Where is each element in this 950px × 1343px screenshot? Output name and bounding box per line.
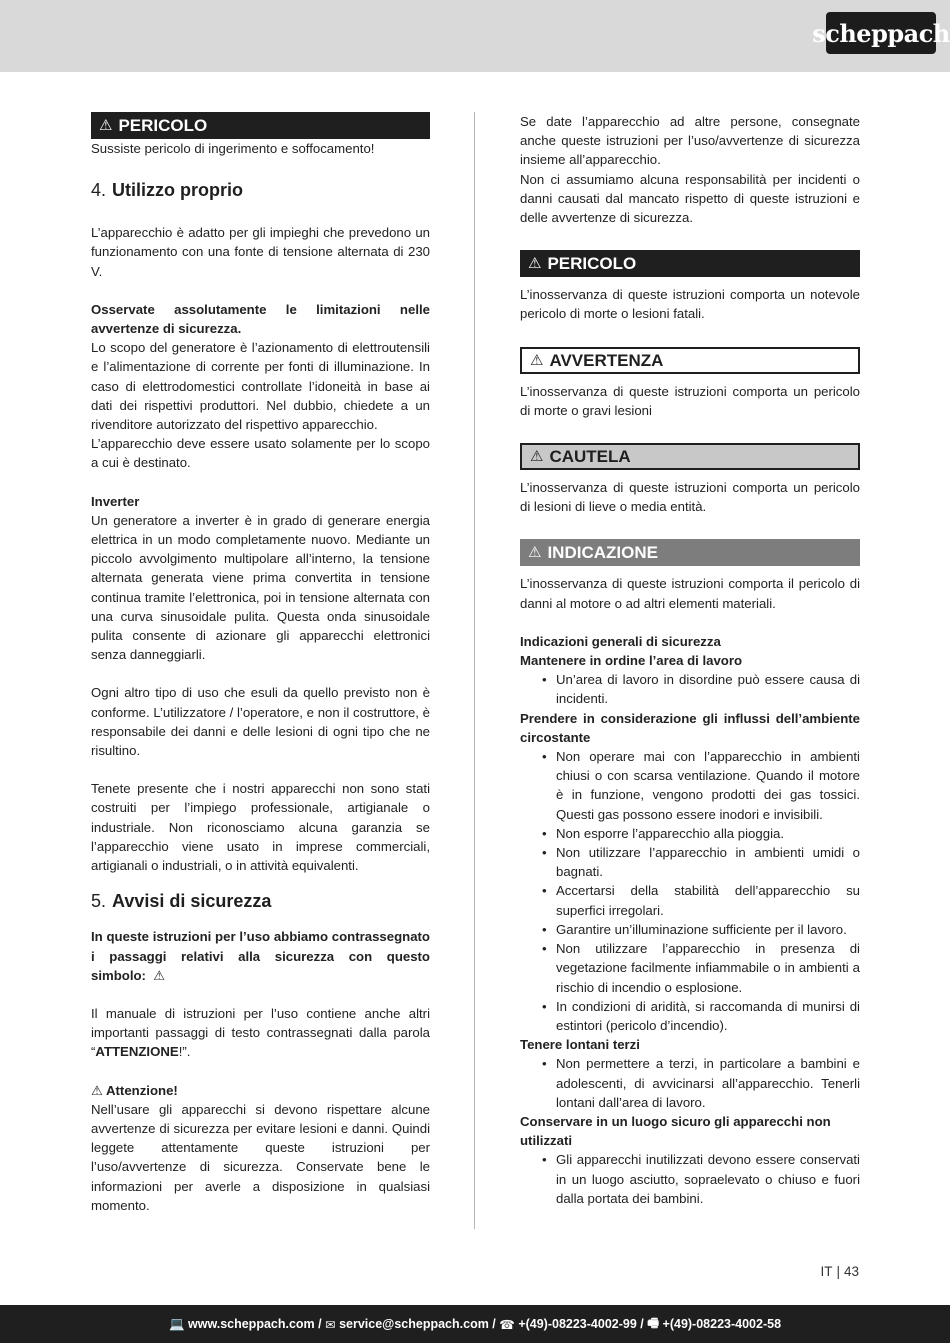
subheading: Tenere lontani terzi <box>520 1037 640 1053</box>
list-item: • Accertarsi della stabilità dell’apparecchio su superfici irregolari. <box>520 881 860 919</box>
paragraph: Un generatore a inverter è in grado di generare energia elettrica in un modo completamente nuovo. Mediante un piccolo avvolgimento multipolare all’interno, la tensione alternata generata viene prima convertita in tensione continua tramite l’elettronica, poi in tensione alternata con una curva sinusoidale pulita. Questa onda sinusoidale pulita consente di azionare gli apparecchi elettronici senza danneggiarli. <box>91 512 430 663</box>
warning-triangle-icon: ⚠ <box>153 967 166 983</box>
subheading: Prendere in considerazione gli influssi dell’ambiente circostante <box>520 710 860 745</box>
fax-number: +(49)-08223-4002-58 <box>662 1317 782 1331</box>
list-item: • In condizioni di aridità, si raccomanda di munirsi di estintori (pericolo d’incendio). <box>520 997 860 1035</box>
computer-icon: 💻 <box>168 1316 185 1331</box>
warning-triangle-icon: ⚠ <box>528 544 542 562</box>
caution-description: L’inosservanza di queste istruzioni comporta un pericolo di lesioni di lieve o media entità. <box>520 480 860 515</box>
paragraph: Il manuale di istruzioni per l’uso contiene anche altri importanti passaggi di testo contrassegnati dalla parola “ATTENZIONE!”. <box>91 1005 430 1060</box>
left-column <box>91 112 430 1215</box>
page-number: IT | 43 <box>820 1264 859 1279</box>
section-4-heading: 4. Utilizzo proprio <box>91 180 243 201</box>
list-item: • Garantire un’illuminazione sufficiente per il lavoro. <box>520 920 860 939</box>
bullet-list <box>520 747 860 1035</box>
danger-description: L’inosservanza di queste istruzioni comporta un notevole pericolo di morte o lesioni fatali. <box>520 287 860 322</box>
section-5-heading: 5. Avvisi di sicurezza <box>91 891 272 912</box>
danger-box <box>91 112 430 139</box>
notice-description: L’inosservanza di queste istruzioni comporta il pericolo di danni al motore o ad altri elementi materiali. <box>520 576 860 611</box>
warning-triangle-icon: ⚠ <box>530 448 544 466</box>
paragraph: Tenete presente che i nostri apparecchi non sono stati costruiti per l’impiego professionale, artigianale o industriale. Non riconosciamo alcuna garanzia se l’apparecchio viene usato in imprese commerciali, artigianali o industriali, o in attività equivalenti. <box>91 781 430 874</box>
paragraph: Nell’usare gli apparecchi si devono rispettare alcune avvertenze di sicurezza per evitare lesioni e danni. Quindi leggete attentamente queste istruzioni per l’uso/avvertenze di sicurezza. Conservate bene le informazioni per averle a disposizione in qualsiasi momento. <box>91 1101 430 1213</box>
subheading: Mantenere in ordine l’area di lavoro <box>520 653 743 669</box>
fax-icon: 🖷 <box>647 1315 660 1330</box>
paragraph: Se date l’apparecchio ad altre persone, consegnate anche queste istruzioni per l’uso/avvertenze di sicurezza insieme all’apparecchio. <box>520 114 860 168</box>
subheading: Conservare in un luogo sicuro gli apparecchi non utilizzati <box>520 1113 831 1149</box>
website-link[interactable]: www.scheppach.com <box>188 1317 315 1331</box>
bold-paragraph: In queste istruzioni per l’uso abbiamo contrassegnato i passaggi relativi alla sicurezza con questo simbolo: ⚠ <box>91 929 430 983</box>
paragraph: L’apparecchio è adatto per gli impieghi che prevedono un funzionamento con una fonte di tensione alternata di 230 V. <box>91 225 430 279</box>
notice-box: ⚠ INDICAZIONE <box>520 539 860 566</box>
paragraph: L’apparecchio deve essere usato solamente per lo scopo a cui è destinato. <box>91 436 430 471</box>
phone-icon: ☎ <box>499 1317 515 1332</box>
list-item: • Non permettere a terzi, in particolare a bambini e adolescenti, di avvicinarsi all’apparecchio. Tenerli lontani dall’area di lavoro. <box>520 1054 860 1112</box>
warning-box: ⚠ AVVERTENZA <box>520 347 860 374</box>
danger-text: Sussiste pericolo di ingerimento e soffocamento! <box>91 141 375 156</box>
column-divider <box>474 112 475 1229</box>
list-item: • Non operare mai con l’apparecchio in ambienti chiusi o con scarsa ventilazione. Quando il motore è in funzione, vengono prodotti dei gas tossici. Questi gas possono essere inodori e invisibili. <box>520 747 860 824</box>
danger-box: ⚠ PERICOLO <box>520 250 860 277</box>
warning-description: L’inosservanza di queste istruzioni comporta un pericolo di morte o gravi lesioni <box>520 383 860 418</box>
header-bar <box>0 0 950 72</box>
warning-triangle-icon: ⚠ <box>99 117 113 134</box>
paragraph: Lo scopo del generatore è l’azionamento di elettroutensili e l’alimentazione di corrente per fonti di illuminazione. In caso di elettrodomestici controllate l’idoneità in base ai dati dei rispettivi produttori. Nel dubbio, chiedete a un rivenditore autorizzato del rispettivo apparecchio. <box>91 340 430 433</box>
paragraph: Ogni altro tipo di uso che esuli da quello previsto non è conforme. L’utilizzatore / l’operatore, e non il costruttore, è responsabile dei danni e delle lesioni di ogni tipo che ne risultino. <box>91 685 430 759</box>
warning-triangle-icon: ⚠ <box>528 255 542 273</box>
caution-box: ⚠ CAUTELA <box>520 443 860 470</box>
list-item: • Non esporre l’apparecchio alla pioggia. <box>520 824 860 843</box>
general-safety-heading: Indicazioni generali di sicurezza <box>520 633 721 649</box>
right-column <box>520 112 860 1208</box>
scheppach-logo: scheppach <box>826 12 936 54</box>
list-item: • Un’area di lavoro in disordine può essere causa di incidenti. <box>520 670 860 708</box>
warning-triangle-icon: ⚠ <box>530 351 544 369</box>
warning-triangle-icon: ⚠ <box>91 1082 103 1098</box>
subheading-inverter: Inverter <box>91 493 140 509</box>
email-link[interactable]: service@scheppach.com <box>339 1317 489 1331</box>
bullet-list <box>520 1054 860 1112</box>
footer-bar: 💻 www.scheppach.com / ✉ service@scheppach.com / ☎ +(49)-08223-4002-99 / 🖷 +(49)-08223-4002-58 <box>0 1305 950 1343</box>
list-item: • Gli apparecchi inutilizzati devono essere conservati in un luogo asciutto, sopraelevato o chiuso e fuori dalla portata dei bambini. <box>520 1150 860 1208</box>
mail-icon: ✉ <box>325 1317 336 1332</box>
bold-paragraph: Osservate assolutamente le limitazioni nelle avvertenze di sicurezza. <box>91 301 430 337</box>
attention-heading: ⚠ Attenzione! <box>91 1082 178 1098</box>
bullet-list <box>520 670 860 708</box>
list-item: • Non utilizzare l’apparecchio in ambienti umidi o bagnati. <box>520 843 860 881</box>
bullet-list <box>520 1150 860 1208</box>
phone-number: +(49)-08223-4002-99 <box>518 1317 637 1331</box>
danger-label: PERICOLO <box>118 116 208 135</box>
list-item: • Non utilizzare l’apparecchio in presenza di vegetazione facilmente infiammabile o in ambienti a rischio di incendio o esplosione. <box>520 939 860 997</box>
paragraph: Non ci assumiamo alcuna responsabilità per incidenti o danni causati dal mancato rispetto di queste istruzioni e delle avvertenze di sicurezza. <box>520 171 860 226</box>
